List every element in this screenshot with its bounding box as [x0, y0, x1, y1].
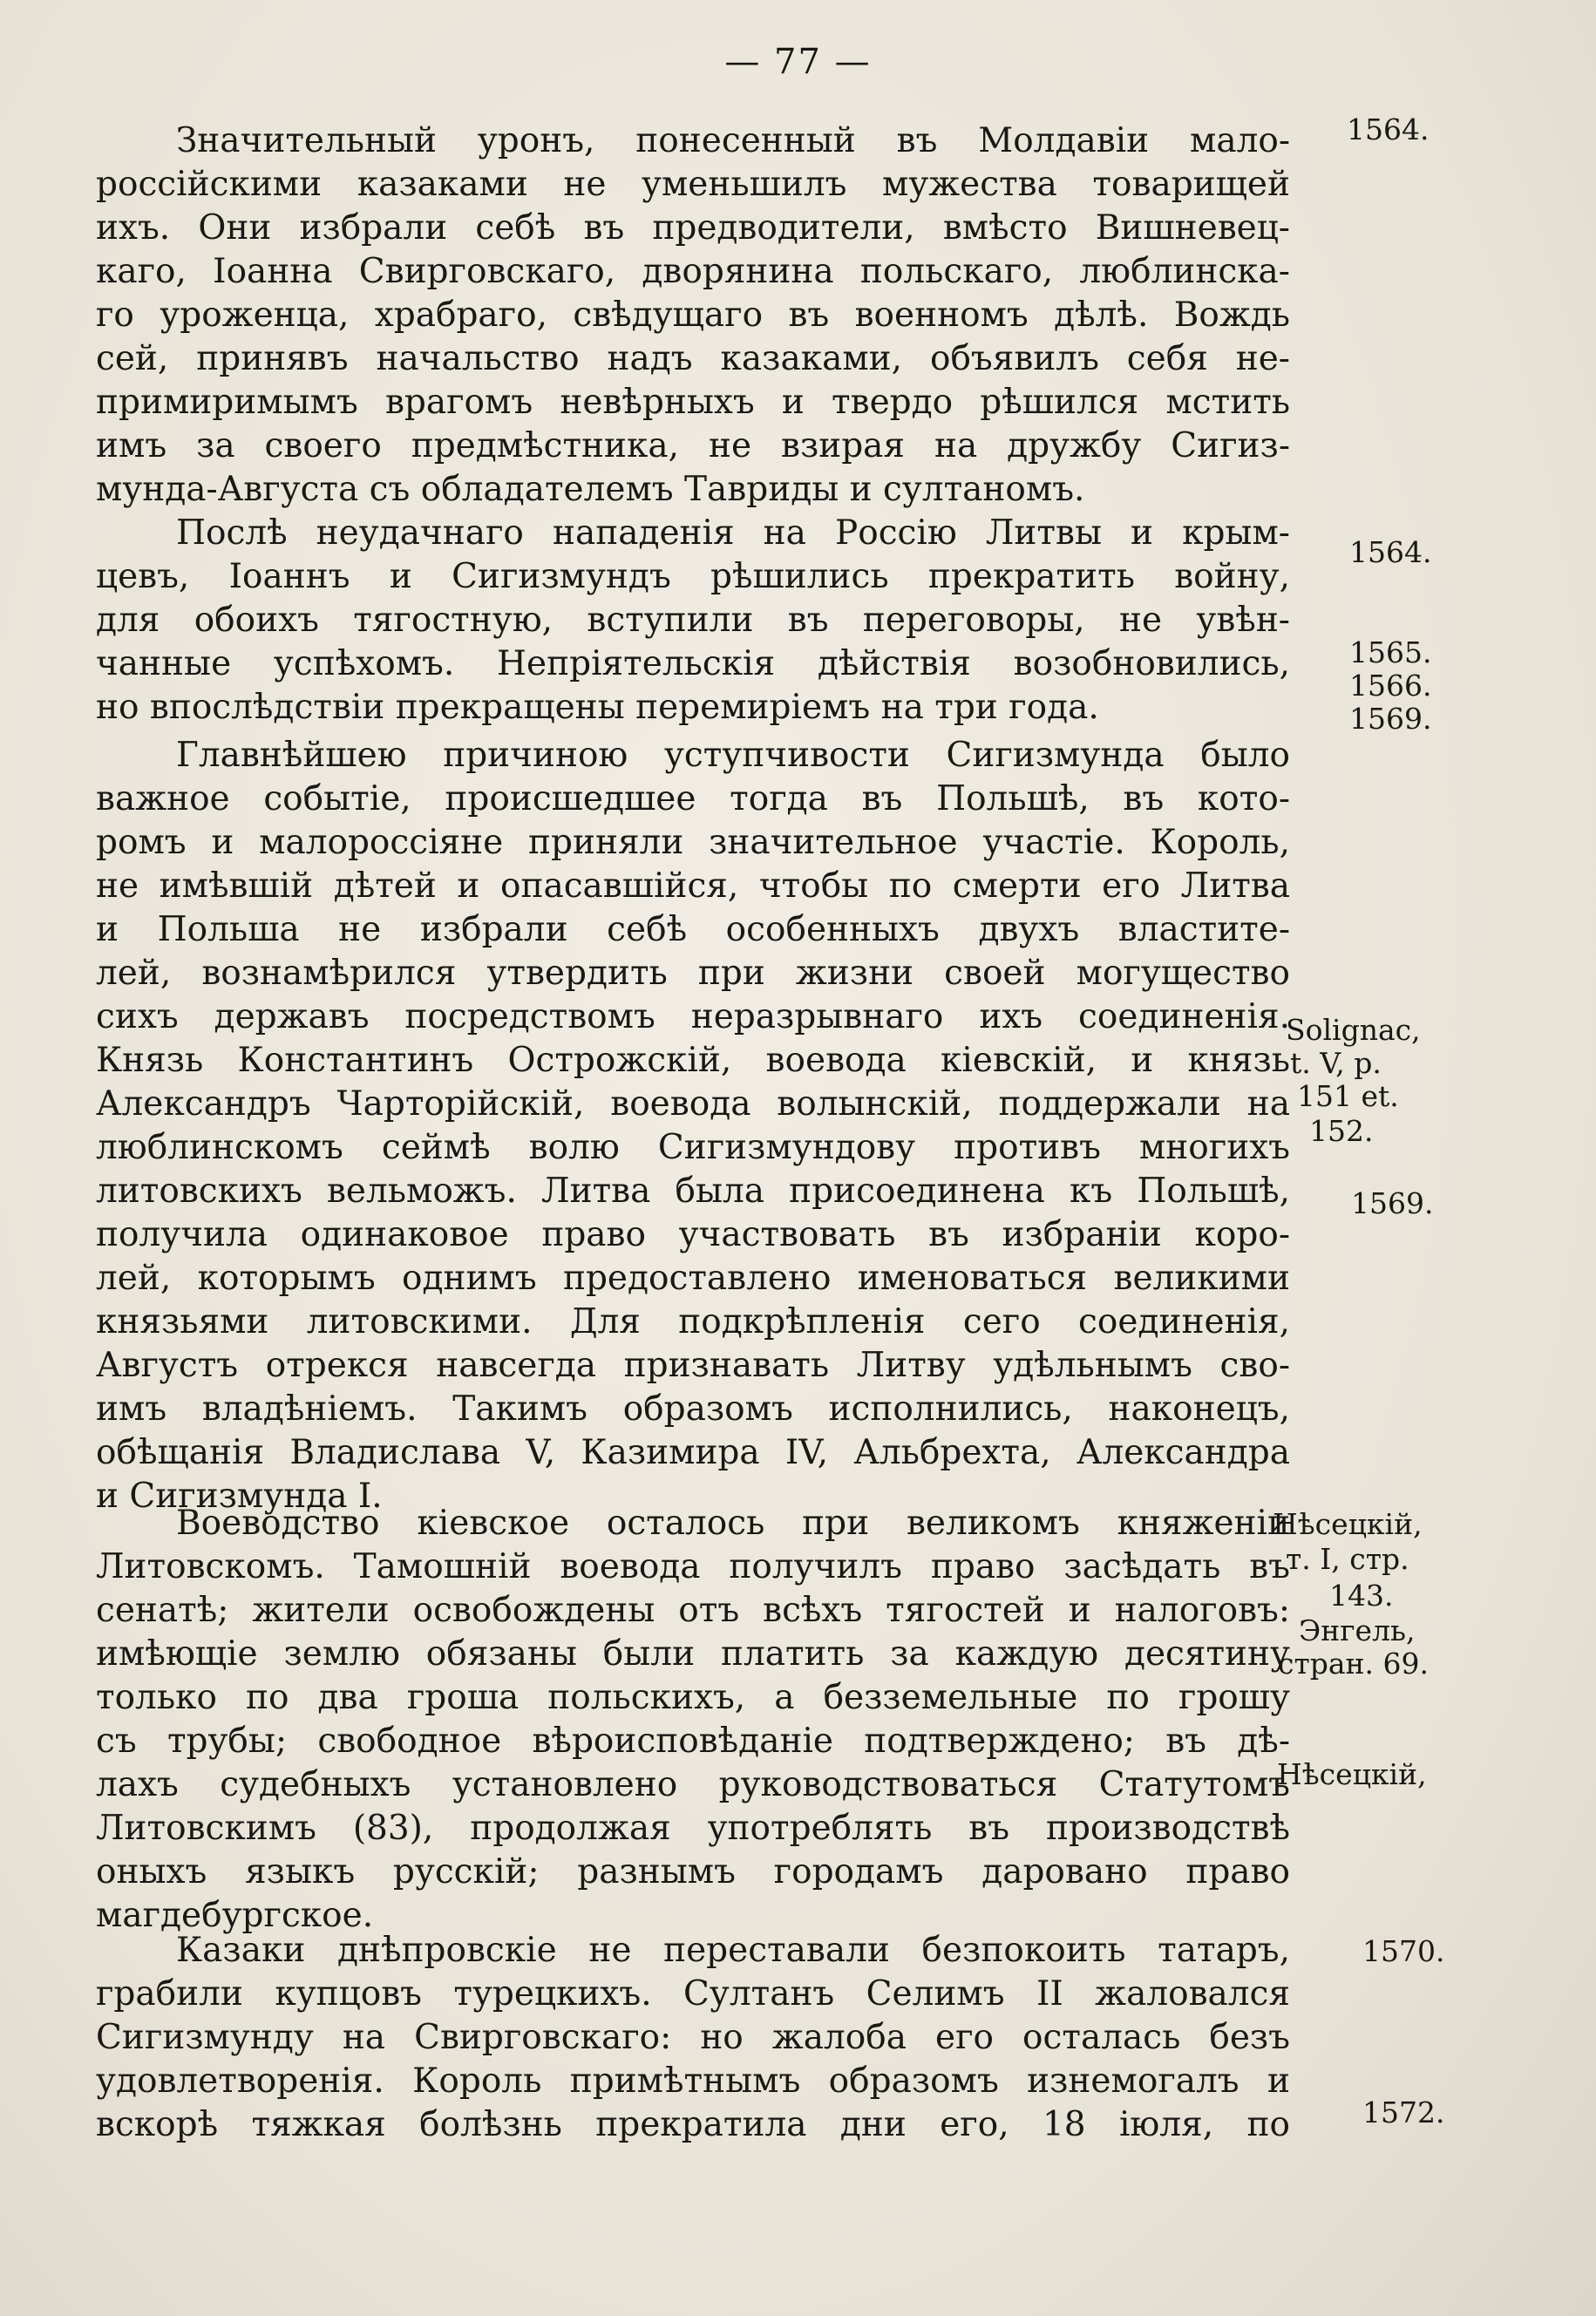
text-line: Казаки днѣпровскіе не переставали безпокоить татаръ,	[176, 1931, 1290, 1970]
margin-note-reference: Энгель,	[1299, 1613, 1416, 1647]
text-line: лей, вознамѣрился утвердить при жизни своей могущество	[96, 954, 1290, 993]
margin-note-reference: Нѣсецкій,	[1273, 1507, 1423, 1541]
text-line: примиримымъ врагомъ невѣрныхъ и твердо рѣшился мстить	[96, 383, 1290, 422]
text-line: сенатѣ; жители освобождены отъ всѣхъ тягостей и налоговъ:	[96, 1591, 1290, 1630]
text-line: получила одинаковое право участвовать въ избраніи коро-	[96, 1215, 1290, 1254]
paragraph-2	[96, 512, 1290, 730]
margin-note-year: 1565.	[1349, 635, 1432, 669]
text-line: имѣющіе землю обязаны были платить за каждую десятину	[96, 1634, 1290, 1674]
margin-note-reference: Нѣсецкій,	[1277, 1757, 1427, 1791]
text-line: имъ владѣніемъ. Такимъ образомъ исполнились, наконецъ,	[96, 1389, 1290, 1429]
margin-note-year: 1570.	[1362, 1934, 1445, 1968]
text-line: чанные успѣхомъ. Непріятельскія дѣйствія возобновились,	[96, 644, 1290, 683]
margin-note-year: 1569.	[1349, 702, 1432, 736]
text-line: мунда-Августа съ обладателемъ Тавриды и султаномъ.	[96, 470, 1085, 509]
text-line: обѣщанія Владислава V, Казимира IV, Альбрехта, Александра	[96, 1433, 1290, 1472]
text-line: сихъ державъ посредствомъ неразрывнаго ихъ соединенія.	[96, 997, 1290, 1036]
text-line: вскорѣ тяжкая болѣзнь прекратила дни его, 18 іюля, по	[96, 2105, 1290, 2144]
text-line: и Сигизмунда I.	[96, 1477, 383, 1516]
text-line: сей, принявъ начальство надъ казаками, объявилъ себя не-	[96, 339, 1290, 378]
margin-note-reference: 152.	[1309, 1114, 1374, 1148]
text-line: Воеводство кіевское осталось при великомъ княженіи	[176, 1504, 1290, 1543]
paragraph-1	[96, 119, 1290, 512]
text-line: лей, которымъ однимъ предоставлено именоваться великими	[96, 1259, 1290, 1298]
text-line: го уроженца, храбраго, свѣдущаго въ военномъ дѣлѣ. Вождь	[96, 295, 1290, 335]
margin-note-reference: Solignac,	[1286, 1013, 1421, 1047]
text-line: для обоихъ тягостную, вступили въ переговоры, не увѣн-	[96, 601, 1290, 640]
text-line: имъ за своего предмѣстника, не взирая на дружбу Сигиз-	[96, 426, 1290, 465]
text-line: цевъ, Іоаннъ и Сигизмундъ рѣшились прекратить войну,	[96, 557, 1290, 596]
text-line: Главнѣйшею причиною уступчивости Сигизмунда было	[176, 736, 1290, 775]
margin-note-year: 1564.	[1347, 112, 1430, 146]
text-line: не имѣвшій дѣтей и опасавшійся, чтобы по смерти его Литва	[96, 866, 1290, 906]
text-line: Августъ отрекся навсегда признавать Литву удѣльнымъ сво-	[96, 1346, 1290, 1385]
paragraph-5	[96, 1929, 1290, 2147]
text-line: литовскихъ вельможъ. Литва была присоединена къ Польшѣ,	[96, 1172, 1290, 1211]
margin-note-reference: t. V, p.	[1290, 1046, 1382, 1080]
text-line: Литовскимъ (83), продолжая употреблять въ производствѣ	[96, 1809, 1290, 1848]
text-line: но впослѣдствіи прекращены перемиріемъ на три года.	[96, 688, 1099, 727]
text-line: люблинскомъ сеймѣ волю Сигизмундову противъ многихъ	[96, 1128, 1290, 1167]
text-line: лахъ судебныхъ установлено руководствоваться Статутомъ	[96, 1765, 1290, 1804]
text-line: ромъ и малороссіяне приняли значительное участіе. Король,	[96, 823, 1290, 862]
margin-note-year: 1572.	[1362, 2095, 1445, 2129]
text-line: ихъ. Они избрали себѣ въ предводители, вмѣсто Вишневец-	[96, 208, 1290, 248]
margin-note-reference: 151 et.	[1297, 1079, 1399, 1113]
margin-note-reference: стран. 69.	[1278, 1647, 1429, 1681]
text-line: важное событіе, происшедшее тогда въ Польшѣ, въ кото-	[96, 779, 1290, 818]
paragraph-4	[96, 1502, 1290, 1938]
text-line: Послѣ неудачнаго нападенія на Россію Литвы и крым-	[176, 513, 1290, 553]
text-line: только по два гроша польскихъ, а безземельные по грошу	[96, 1678, 1290, 1717]
text-line: Александръ Чарторійскій, воевода волынскій, поддержали на	[96, 1084, 1290, 1124]
page-number: — 77 —	[724, 42, 872, 82]
margin-note-year: 1564.	[1349, 535, 1432, 569]
text-line: Значительный уронъ, понесенный въ Молдавіи мало-	[176, 121, 1290, 160]
text-line: удовлетворенія. Король примѣтнымъ образомъ изнемогалъ и	[96, 2061, 1290, 2101]
paragraph-3	[96, 734, 1290, 1518]
text-line: россійскими казаками не уменьшилъ мужества товарищей	[96, 165, 1290, 204]
text-line: грабили купцовъ турецкихъ. Султанъ Селимъ II жаловался	[96, 1974, 1290, 2014]
text-line: Литовскомъ. Тамошній воевода получилъ право засѣдать въ	[96, 1547, 1290, 1586]
text-line: оныхъ языкъ русскій; разнымъ городамъ даровано право	[96, 1852, 1290, 1892]
margin-note-reference: т. I, стр.	[1286, 1542, 1409, 1576]
margin-note-year: 1566.	[1349, 669, 1432, 703]
margin-note-year: 1569.	[1351, 1186, 1434, 1220]
text-line: князьями литовскими. Для подкрѣпленія сего соединенія,	[96, 1302, 1290, 1341]
text-line: каго, Іоанна Свирговскаго, дворянина польскаго, люблинска-	[96, 252, 1290, 291]
text-line: Князь Константинъ Острожскій, воевода кіевскій, и князь	[96, 1041, 1290, 1080]
margin-note-reference: 143.	[1329, 1579, 1394, 1613]
text-line: и Польша не избрали себѣ особенныхъ двухъ властите-	[96, 910, 1290, 949]
text-line: магдебургское.	[96, 1896, 374, 1935]
text-line: Сигизмунду на Свирговскаго: но жалоба его осталась безъ	[96, 2018, 1290, 2057]
text-line: съ трубы; свободное вѣроисповѣданіе подтверждено; въ дѣ-	[96, 1722, 1290, 1761]
